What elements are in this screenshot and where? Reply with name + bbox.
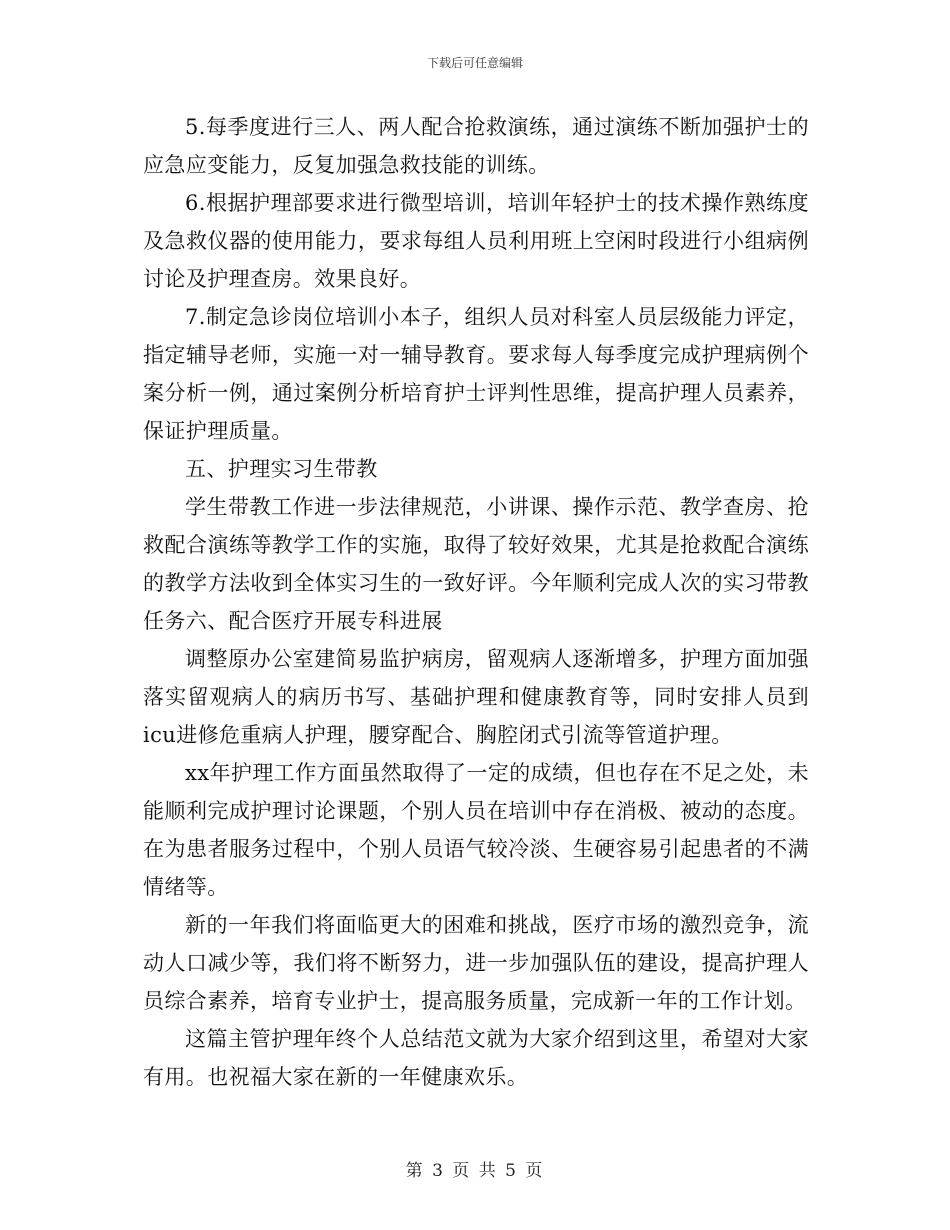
paragraph-intern-teaching: 学生带教工作进一步法律规范，小讲课、操作示范、教学查房、抢救配合演练等教学工作的实施，取得了较好效果，尤其是抢救配合演练的教学方法收到全体实习生的一致好评。今年顺利完成人次的实习带教任务六、配合医疗开展专科进展	[143, 495, 809, 633]
paragraph-closing: 这篇主管护理年终个人总结范文就为大家介绍到这里，希望对大家有用。也祝福大家在新的一年健康欢乐。	[143, 1027, 809, 1089]
paragraph-new-year-plan: 新的一年我们将面临更大的困难和挑战，医疗市场的激烈竞争，流动人口减少等，我们将不断努力，进一步加强队伍的建设，提高护理人员综合素养，培育专业护士，提高服务质量，完成新一年的工作计划。	[143, 913, 809, 1013]
page-number-footer: 第 3 页 共 5 页	[405, 1161, 545, 1181]
paragraph-item-5: 5.每季度进行三人、两人配合抢救演练，通过演练不断加强护士的应急应变能力，反复加强急救技能的训练。	[143, 115, 809, 177]
header-note: 下载后可任意编辑	[426, 56, 523, 70]
paragraph-item-7: 7.制定急诊岗位培训小本子，组织人员对科室人员层级能力评定，指定辅导老师，实施一对一辅导教育。要求每人每季度完成护理病例个案分析一例，通过案例分析培育护士评判性思维，提高护理人员素养，保证护理质量。	[143, 305, 809, 443]
paragraph-item-6: 6.根据护理部要求进行微型培训，培训年轻护士的技术操作熟练度及急救仪器的使用能力，要求每组人员利用班上空闲时段进行小组病例讨论及护理查房。效果良好。	[143, 191, 809, 291]
paragraph-shortcomings: xx年护理工作方面虽然取得了一定的成绩，但也存在不足之处，未能顺利完成护理讨论课题，个别人员在培训中存在消极、被动的态度。在为患者服务过程中，个别人员语气较冷淡、生硬容易引起患者的不满情绪等。	[143, 761, 809, 899]
paragraph-monitoring-ward: 调整原办公室建简易监护病房，留观病人逐渐增多，护理方面加强落实留观病人的病历书写、基础护理和健康教育等，同时安排人员到icu进修危重病人护理，腰穿配合、胸腔闭式引流等管道护理。	[143, 647, 809, 747]
section-heading-intern-teaching: 五、护理实习生带教	[185, 457, 378, 481]
document-body	[143, 108, 809, 1096]
